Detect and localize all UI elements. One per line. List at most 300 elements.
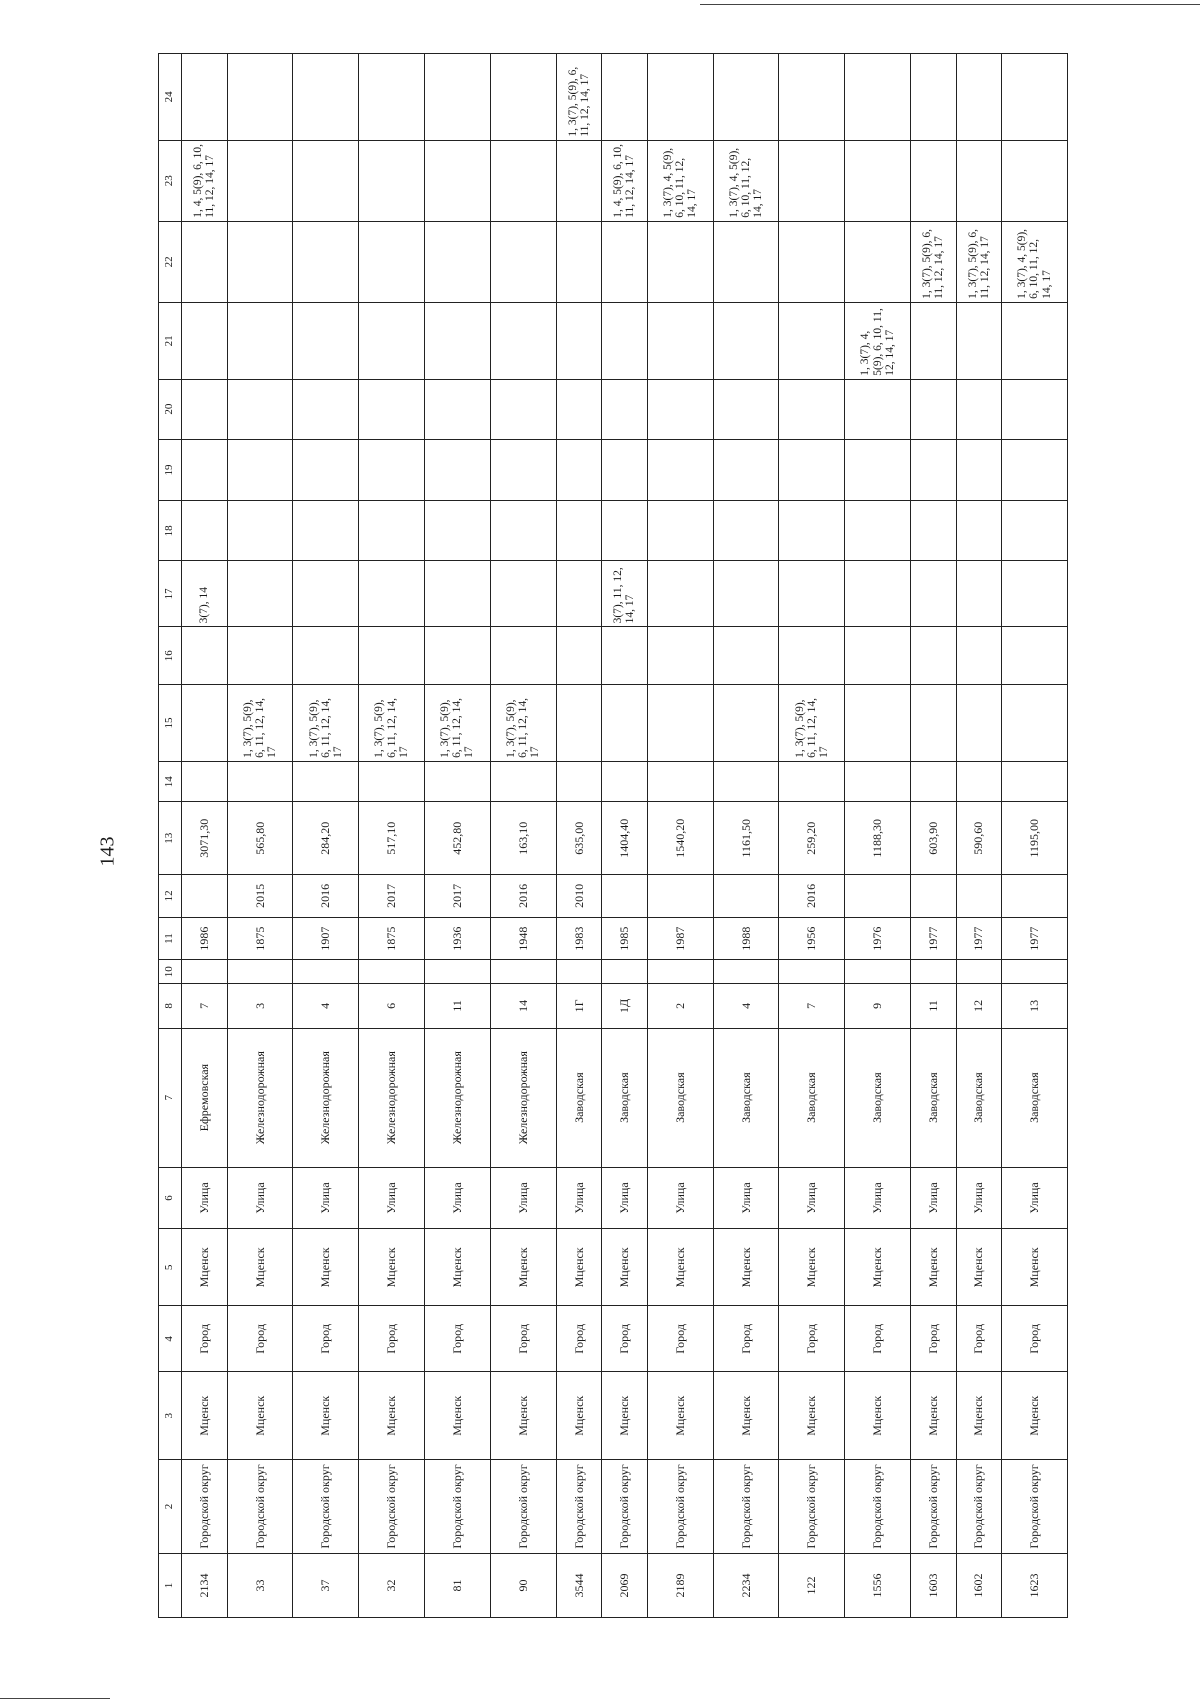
cell-col-20	[359, 379, 425, 439]
cell-col-22	[182, 221, 228, 302]
cell-col-15	[1002, 685, 1068, 762]
cell-col-2: Городской округ	[602, 1460, 648, 1554]
cell-col-14	[910, 761, 956, 802]
cell-col-6: Улица	[647, 1167, 713, 1229]
column-header-3: 3	[159, 1372, 182, 1460]
cell-col-7: Железнодорожная	[490, 1028, 556, 1167]
cell-col-6: Улица	[556, 1167, 602, 1229]
cell-col-1: 1602	[956, 1553, 1002, 1617]
cell-col-16	[910, 627, 956, 685]
cell-col-5: Мценск	[647, 1229, 713, 1306]
cell-col-16	[227, 627, 293, 685]
cell-col-12	[713, 875, 779, 918]
cell-col-13: 284,20	[293, 802, 359, 875]
cell-col-18	[227, 501, 293, 561]
cell-col-10	[424, 960, 490, 983]
column-header-2: 2	[159, 1460, 182, 1554]
cell-col-10	[713, 960, 779, 983]
cell-col-7: Заводская	[845, 1028, 911, 1167]
cell-col-1: 2234	[713, 1553, 779, 1617]
cell-col-4: Город	[490, 1306, 556, 1372]
cell-col-1: 122	[779, 1553, 845, 1617]
cell-col-11: 1988	[713, 917, 779, 960]
cell-col-8: 4	[293, 983, 359, 1028]
cell-col-14	[490, 761, 556, 802]
cell-col-6: Улица	[293, 1167, 359, 1229]
cell-col-20	[1002, 379, 1068, 439]
cell-col-15: 1, 3(7), 5(9), 6, 11, 12, 14, 17	[293, 685, 359, 762]
cell-col-11: 1977	[1002, 917, 1068, 960]
cell-col-11: 1987	[647, 917, 713, 960]
cell-col-2: Городской округ	[956, 1460, 1002, 1554]
cell-col-17: 3(7), 11, 12, 14, 17	[602, 561, 648, 627]
cell-col-22	[359, 221, 425, 302]
cell-col-22: 1, 3(7), 4, 5(9), 6, 10, 11, 12, 14, 17	[1002, 221, 1068, 302]
cell-col-10	[602, 960, 648, 983]
cell-col-7: Заводская	[556, 1028, 602, 1167]
cell-col-17	[713, 561, 779, 627]
cell-col-13: 1540,20	[647, 802, 713, 875]
cell-col-5: Мценск	[556, 1229, 602, 1306]
cell-col-19	[845, 439, 911, 501]
cell-col-12: 2010	[556, 875, 602, 918]
cell-col-13: 1404,40	[602, 802, 648, 875]
cell-col-11: 1985	[602, 917, 648, 960]
cell-col-12	[1002, 875, 1068, 918]
cell-col-10	[956, 960, 1002, 983]
cell-col-15	[556, 685, 602, 762]
cell-col-22	[490, 221, 556, 302]
cell-col-19	[359, 439, 425, 501]
cell-col-21	[602, 302, 648, 379]
cell-col-18	[910, 501, 956, 561]
cell-col-5: Мценск	[910, 1229, 956, 1306]
column-header-4: 4	[159, 1306, 182, 1372]
table-row	[910, 54, 956, 1618]
cell-col-13: 163,10	[490, 802, 556, 875]
column-header-19: 19	[159, 439, 182, 501]
cell-col-3: Мценск	[182, 1372, 228, 1460]
cell-col-12: 2016	[293, 875, 359, 918]
cell-col-21	[359, 302, 425, 379]
column-header-6: 6	[159, 1167, 182, 1229]
cell-col-17	[910, 561, 956, 627]
cell-col-14	[956, 761, 1002, 802]
cell-col-24	[647, 54, 713, 141]
cell-col-20	[556, 379, 602, 439]
cell-col-4: Город	[779, 1306, 845, 1372]
column-header-11: 11	[159, 917, 182, 960]
cell-col-16	[602, 627, 648, 685]
table-row	[602, 54, 648, 1618]
cell-col-24	[1002, 54, 1068, 141]
cell-col-19	[293, 439, 359, 501]
cell-col-24	[490, 54, 556, 141]
cell-col-4: Город	[424, 1306, 490, 1372]
cell-col-19	[424, 439, 490, 501]
table-row	[556, 54, 602, 1618]
cell-col-2: Городской округ	[845, 1460, 911, 1554]
register-table	[158, 53, 1068, 1618]
cell-col-23	[556, 140, 602, 221]
cell-col-22	[556, 221, 602, 302]
page-number: 143	[96, 836, 119, 867]
cell-col-1: 81	[424, 1553, 490, 1617]
cell-col-19	[779, 439, 845, 501]
cell-col-19	[956, 439, 1002, 501]
cell-col-20	[647, 379, 713, 439]
column-header-21: 21	[159, 302, 182, 379]
cell-col-16	[779, 627, 845, 685]
table-row	[779, 54, 845, 1618]
cell-col-3: Мценск	[956, 1372, 1002, 1460]
cell-col-14	[647, 761, 713, 802]
cell-col-15	[845, 685, 911, 762]
cell-col-18	[713, 501, 779, 561]
cell-col-5: Мценск	[779, 1229, 845, 1306]
cell-col-18	[293, 501, 359, 561]
cell-col-16	[647, 627, 713, 685]
cell-col-23	[424, 140, 490, 221]
cell-col-8: 1Д	[602, 983, 648, 1028]
cell-col-3: Мценск	[845, 1372, 911, 1460]
cell-col-22	[713, 221, 779, 302]
cell-col-15: 1, 3(7), 5(9), 6, 11, 12, 14, 17	[779, 685, 845, 762]
column-header-22: 22	[159, 221, 182, 302]
column-header-20: 20	[159, 379, 182, 439]
cell-col-15	[182, 685, 228, 762]
cell-col-21: 1, 3(7), 4, 5(9), 6, 10, 11, 12, 14, 17	[845, 302, 911, 379]
cell-col-20	[910, 379, 956, 439]
cell-col-1: 1623	[1002, 1553, 1068, 1617]
cell-col-19	[490, 439, 556, 501]
cell-col-10	[779, 960, 845, 983]
column-header-8: 8	[159, 983, 182, 1028]
cell-col-24	[424, 54, 490, 141]
cell-col-14	[1002, 761, 1068, 802]
cell-col-23	[779, 140, 845, 221]
cell-col-24	[182, 54, 228, 141]
cell-col-8: 6	[359, 983, 425, 1028]
cell-col-18	[490, 501, 556, 561]
cell-col-6: Улица	[779, 1167, 845, 1229]
cell-col-7: Заводская	[1002, 1028, 1068, 1167]
cell-col-22	[424, 221, 490, 302]
table-row	[227, 54, 293, 1618]
cell-col-5: Мценск	[490, 1229, 556, 1306]
cell-col-4: Город	[602, 1306, 648, 1372]
cell-col-7: Заводская	[647, 1028, 713, 1167]
cell-col-14	[293, 761, 359, 802]
cell-col-17	[1002, 561, 1068, 627]
column-header-12: 12	[159, 875, 182, 918]
cell-col-23	[359, 140, 425, 221]
cell-col-18	[359, 501, 425, 561]
cell-col-23	[845, 140, 911, 221]
cell-col-13: 1188,30	[845, 802, 911, 875]
cell-col-16	[1002, 627, 1068, 685]
cell-col-24	[845, 54, 911, 141]
table-row	[1002, 54, 1068, 1618]
cell-col-7: Заводская	[713, 1028, 779, 1167]
cell-col-1: 90	[490, 1553, 556, 1617]
cell-col-23	[227, 140, 293, 221]
column-header-16: 16	[159, 627, 182, 685]
cell-col-2: Городской округ	[647, 1460, 713, 1554]
cell-col-2: Городской округ	[293, 1460, 359, 1554]
cell-col-23: 1, 3(7), 4, 5(9), 6, 10, 11, 12, 14, 17	[713, 140, 779, 221]
cell-col-11: 1983	[556, 917, 602, 960]
cell-col-11: 1977	[910, 917, 956, 960]
cell-col-13: 517,10	[359, 802, 425, 875]
cell-col-19	[227, 439, 293, 501]
cell-col-11: 1907	[293, 917, 359, 960]
cell-col-20	[956, 379, 1002, 439]
cell-col-13: 590,60	[956, 802, 1002, 875]
cell-col-14	[779, 761, 845, 802]
cell-col-10	[845, 960, 911, 983]
cell-col-5: Мценск	[293, 1229, 359, 1306]
cell-col-5: Мценск	[1002, 1229, 1068, 1306]
table-row	[845, 54, 911, 1618]
cell-col-24	[713, 54, 779, 141]
cell-col-5: Мценск	[227, 1229, 293, 1306]
cell-col-6: Улица	[845, 1167, 911, 1229]
cell-col-4: Город	[910, 1306, 956, 1372]
cell-col-1: 1556	[845, 1553, 911, 1617]
column-header-7: 7	[159, 1028, 182, 1167]
cell-col-3: Мценск	[556, 1372, 602, 1460]
cell-col-10	[910, 960, 956, 983]
cell-col-5: Мценск	[956, 1229, 1002, 1306]
cell-col-10	[556, 960, 602, 983]
cell-col-11: 1956	[779, 917, 845, 960]
cell-col-14	[845, 761, 911, 802]
cell-col-17	[779, 561, 845, 627]
cell-col-23	[1002, 140, 1068, 221]
cell-col-8: 13	[1002, 983, 1068, 1028]
cell-col-21	[227, 302, 293, 379]
cell-col-24	[956, 54, 1002, 141]
cell-col-7: Железнодорожная	[293, 1028, 359, 1167]
column-header-24: 24	[159, 54, 182, 141]
header-row	[159, 54, 182, 1618]
cell-col-3: Мценск	[910, 1372, 956, 1460]
cell-col-10	[182, 960, 228, 983]
cell-col-12: 2017	[424, 875, 490, 918]
cell-col-24	[602, 54, 648, 141]
cell-col-3: Мценск	[1002, 1372, 1068, 1460]
table-row	[647, 54, 713, 1618]
cell-col-11: 1875	[227, 917, 293, 960]
cell-col-20	[293, 379, 359, 439]
cell-col-23: 1, 3(7), 4, 5(9), 6, 10, 11, 12, 14, 17	[647, 140, 713, 221]
cell-col-20	[779, 379, 845, 439]
cell-col-2: Городской округ	[1002, 1460, 1068, 1554]
cell-col-20	[845, 379, 911, 439]
cell-col-12: 2016	[779, 875, 845, 918]
cell-col-20	[424, 379, 490, 439]
cell-col-11: 1875	[359, 917, 425, 960]
cell-col-18	[602, 501, 648, 561]
cell-col-8: 11	[910, 983, 956, 1028]
cell-col-10	[1002, 960, 1068, 983]
cell-col-2: Городской округ	[359, 1460, 425, 1554]
cell-col-5: Мценск	[602, 1229, 648, 1306]
cell-col-2: Городской округ	[490, 1460, 556, 1554]
cell-col-17	[845, 561, 911, 627]
cell-col-17	[647, 561, 713, 627]
cell-col-8: 2	[647, 983, 713, 1028]
cell-col-23: 1, 4, 5(9), 6, 10, 11, 12, 14, 17	[602, 140, 648, 221]
cell-col-24	[910, 54, 956, 141]
cell-col-24	[293, 54, 359, 141]
cell-col-19	[182, 439, 228, 501]
cell-col-6: Улица	[490, 1167, 556, 1229]
cell-col-11: 1976	[845, 917, 911, 960]
cell-col-22	[293, 221, 359, 302]
cell-col-8: 7	[182, 983, 228, 1028]
cell-col-8: 7	[779, 983, 845, 1028]
cell-col-21	[293, 302, 359, 379]
cell-col-1: 3544	[556, 1553, 602, 1617]
table-row	[424, 54, 490, 1618]
cell-col-6: Улица	[602, 1167, 648, 1229]
cell-col-10	[490, 960, 556, 983]
cell-col-15	[602, 685, 648, 762]
cell-col-21	[910, 302, 956, 379]
cell-col-7: Заводская	[956, 1028, 1002, 1167]
cell-col-21	[647, 302, 713, 379]
cell-col-15: 1, 3(7), 5(9), 6, 11, 12, 14, 17	[424, 685, 490, 762]
cell-col-16	[182, 627, 228, 685]
column-header-15: 15	[159, 685, 182, 762]
cell-col-2: Городской округ	[910, 1460, 956, 1554]
cell-col-12	[910, 875, 956, 918]
table-row	[713, 54, 779, 1618]
cell-col-14	[227, 761, 293, 802]
table-row	[956, 54, 1002, 1618]
cell-col-15	[956, 685, 1002, 762]
cell-col-8: 14	[490, 983, 556, 1028]
cell-col-20	[227, 379, 293, 439]
cell-col-4: Город	[845, 1306, 911, 1372]
cell-col-6: Улица	[956, 1167, 1002, 1229]
cell-col-19	[713, 439, 779, 501]
cell-col-17	[556, 561, 602, 627]
cell-col-19	[556, 439, 602, 501]
cell-col-4: Город	[647, 1306, 713, 1372]
cell-col-7: Заводская	[910, 1028, 956, 1167]
cell-col-16	[490, 627, 556, 685]
cell-col-14	[424, 761, 490, 802]
cell-col-12	[845, 875, 911, 918]
cell-col-6: Улица	[424, 1167, 490, 1229]
cell-col-3: Мценск	[359, 1372, 425, 1460]
cell-col-3: Мценск	[779, 1372, 845, 1460]
cell-col-4: Город	[556, 1306, 602, 1372]
cell-col-2: Городской округ	[779, 1460, 845, 1554]
cell-col-22	[845, 221, 911, 302]
bottom-rule	[0, 1698, 110, 1699]
cell-col-18	[424, 501, 490, 561]
cell-col-4: Город	[359, 1306, 425, 1372]
cell-col-17	[490, 561, 556, 627]
cell-col-18	[779, 501, 845, 561]
cell-col-6: Улица	[713, 1167, 779, 1229]
column-header-1: 1	[159, 1553, 182, 1617]
table-row	[182, 54, 228, 1618]
cell-col-13: 452,80	[424, 802, 490, 875]
cell-col-1: 2189	[647, 1553, 713, 1617]
cell-col-5: Мценск	[182, 1229, 228, 1306]
cell-col-2: Городской округ	[556, 1460, 602, 1554]
cell-col-14	[359, 761, 425, 802]
cell-col-10	[359, 960, 425, 983]
cell-col-15: 1, 3(7), 5(9), 6, 11, 12, 14, 17	[359, 685, 425, 762]
cell-col-22: 1, 3(7), 5(9), 6, 11, 12, 14, 17	[910, 221, 956, 302]
cell-col-18	[556, 501, 602, 561]
cell-col-3: Мценск	[293, 1372, 359, 1460]
cell-col-15: 1, 3(7), 5(9), 6, 11, 12, 14, 17	[227, 685, 293, 762]
cell-col-21	[956, 302, 1002, 379]
cell-col-3: Мценск	[227, 1372, 293, 1460]
cell-col-11: 1948	[490, 917, 556, 960]
cell-col-2: Городской округ	[424, 1460, 490, 1554]
cell-col-23	[293, 140, 359, 221]
cell-col-16	[956, 627, 1002, 685]
cell-col-13: 259,20	[779, 802, 845, 875]
cell-col-3: Мценск	[647, 1372, 713, 1460]
cell-col-23	[910, 140, 956, 221]
cell-col-6: Улица	[227, 1167, 293, 1229]
cell-col-2: Городской округ	[713, 1460, 779, 1554]
cell-col-13: 1195,00	[1002, 802, 1068, 875]
cell-col-17	[956, 561, 1002, 627]
cell-col-2: Городской округ	[227, 1460, 293, 1554]
cell-col-15	[647, 685, 713, 762]
cell-col-14	[556, 761, 602, 802]
cell-col-8: 12	[956, 983, 1002, 1028]
cell-col-7: Железнодорожная	[424, 1028, 490, 1167]
cell-col-17: 3(7), 14	[182, 561, 228, 627]
cell-col-4: Город	[713, 1306, 779, 1372]
cell-col-19	[910, 439, 956, 501]
cell-col-21	[490, 302, 556, 379]
cell-col-16	[845, 627, 911, 685]
column-header-10: 10	[159, 960, 182, 983]
cell-col-21	[779, 302, 845, 379]
cell-col-16	[293, 627, 359, 685]
cell-col-20	[713, 379, 779, 439]
cell-col-24: 1, 3(7), 5(9), 6, 11, 12, 14, 17	[556, 54, 602, 141]
cell-col-11: 1986	[182, 917, 228, 960]
cell-col-8: 4	[713, 983, 779, 1028]
cell-col-13: 565,80	[227, 802, 293, 875]
cell-col-16	[556, 627, 602, 685]
cell-col-22	[227, 221, 293, 302]
cell-col-12	[647, 875, 713, 918]
cell-col-19	[1002, 439, 1068, 501]
cell-col-15: 1, 3(7), 5(9), 6, 11, 12, 14, 17	[490, 685, 556, 762]
cell-col-17	[293, 561, 359, 627]
cell-col-3: Мценск	[713, 1372, 779, 1460]
table-body	[182, 54, 1068, 1618]
cell-col-12: 2015	[227, 875, 293, 918]
cell-col-6: Улица	[910, 1167, 956, 1229]
cell-col-13: 603,90	[910, 802, 956, 875]
cell-col-13: 3071,30	[182, 802, 228, 875]
